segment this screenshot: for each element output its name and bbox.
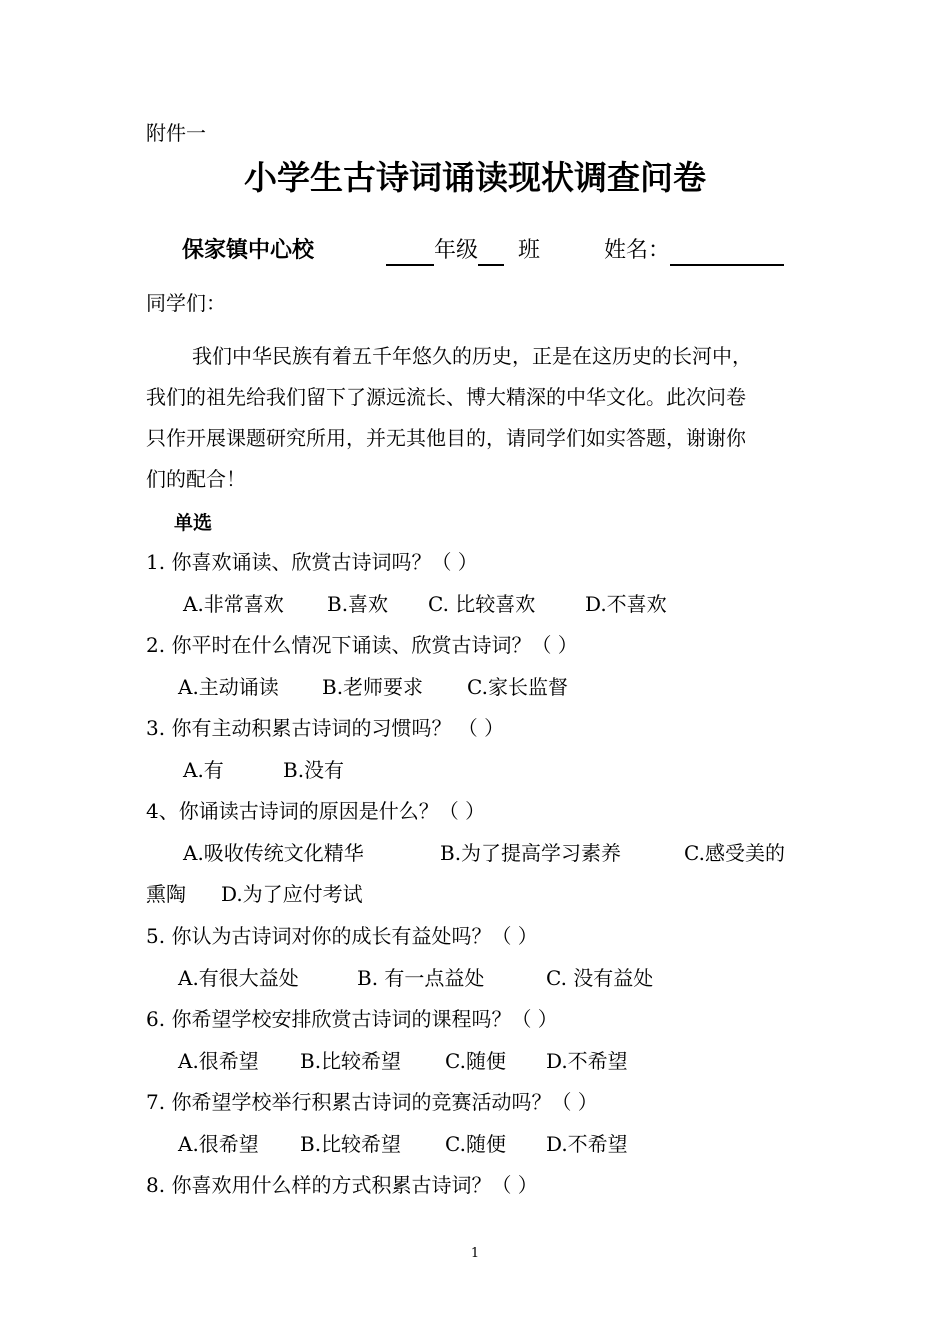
name-field <box>604 236 784 266</box>
student-info-row <box>0 236 950 266</box>
class-blank[interactable] <box>478 242 504 266</box>
option[interactable]: B.老师要求 <box>322 675 424 699</box>
section-heading: 单选 <box>174 512 213 534</box>
option-continuation: 熏陶 <box>146 882 186 906</box>
option[interactable]: C.感受美的 <box>684 841 785 865</box>
question-3-options <box>0 758 950 782</box>
option[interactable]: C.随便 <box>445 1132 506 1156</box>
intro-line-2: 我们的祖先给我们留下了源远流长、博大精深的中华文化。此次问卷 <box>146 385 746 409</box>
option[interactable]: A.很希望 <box>178 1132 259 1156</box>
option[interactable]: B.喜欢 <box>327 592 389 616</box>
option[interactable]: D.不希望 <box>546 1049 628 1073</box>
annex-label: 附件一 <box>146 121 206 145</box>
question-2: 2. 你平时在什么情况下诵读、欣赏古诗词？（ ） <box>146 633 578 657</box>
option[interactable]: B.没有 <box>283 758 345 782</box>
page-number: 1 <box>470 1246 480 1261</box>
question-4-options-continued <box>0 882 950 906</box>
option[interactable]: D.不喜欢 <box>585 592 667 616</box>
question-4: 4、你诵读古诗词的原因是什么？（ ） <box>146 799 486 823</box>
option[interactable]: A.有 <box>183 758 224 782</box>
question-1: 1. 你喜欢诵读、欣赏古诗词吗？（ ） <box>146 550 478 574</box>
name-blank[interactable] <box>670 242 784 266</box>
intro-line-1: 我们中华民族有着五千年悠久的历史，正是在这历史的长河中， <box>192 344 752 368</box>
option[interactable]: C.家长监督 <box>467 675 568 699</box>
option[interactable]: D.为了应付考试 <box>221 882 363 906</box>
option[interactable]: C. 没有益处 <box>546 966 654 990</box>
intro-line-3: 只作开展课题研究所用，并无其他目的，请同学们如实答题，谢谢你 <box>146 426 746 450</box>
question-5-options <box>0 966 950 990</box>
option[interactable]: A.非常喜欢 <box>183 592 284 616</box>
option[interactable]: A.主动诵读 <box>178 675 279 699</box>
question-6: 6. 你希望学校安排欣赏古诗词的课程吗？（ ） <box>146 1007 558 1031</box>
question-8: 8. 你喜欢用什么样的方式积累古诗词？（ ） <box>146 1173 538 1197</box>
option[interactable]: B.比较希望 <box>300 1132 402 1156</box>
page-title: 小学生古诗词诵读现状调查问卷 <box>244 158 706 197</box>
option[interactable]: B. 有一点益处 <box>357 966 485 990</box>
question-6-options <box>0 1049 950 1073</box>
greeting: 同学们： <box>146 291 226 315</box>
option[interactable]: A.吸收传统文化精华 <box>183 841 364 865</box>
name-label: 姓名： <box>604 238 671 263</box>
question-7: 7. 你希望学校举行积累古诗词的竞赛活动吗？（ ） <box>146 1090 598 1114</box>
intro-line-4: 们的配合！ <box>146 467 246 491</box>
question-2-options <box>0 675 950 699</box>
grade-label: 年级 <box>434 238 479 263</box>
option[interactable]: A.很希望 <box>178 1049 259 1073</box>
option[interactable]: B.为了提高学习素养 <box>440 841 622 865</box>
grade-blank[interactable] <box>386 242 434 266</box>
question-7-options <box>0 1132 950 1156</box>
grade-class-field <box>386 236 540 266</box>
class-label: 班 <box>518 238 541 263</box>
question-5: 5. 你认为古诗词对你的成长有益处吗？（ ） <box>146 924 538 948</box>
option[interactable]: C. 比较喜欢 <box>428 592 536 616</box>
question-1-options <box>0 592 950 616</box>
question-3: 3. 你有主动积累古诗词的习惯吗？ （ ） <box>146 716 505 740</box>
option[interactable]: D.不希望 <box>546 1132 628 1156</box>
option[interactable]: A.有很大益处 <box>178 966 299 990</box>
option[interactable]: C.随便 <box>445 1049 506 1073</box>
option[interactable]: B.比较希望 <box>300 1049 402 1073</box>
school-name: 保家镇中心校 <box>182 238 315 263</box>
question-4-options <box>0 841 950 865</box>
